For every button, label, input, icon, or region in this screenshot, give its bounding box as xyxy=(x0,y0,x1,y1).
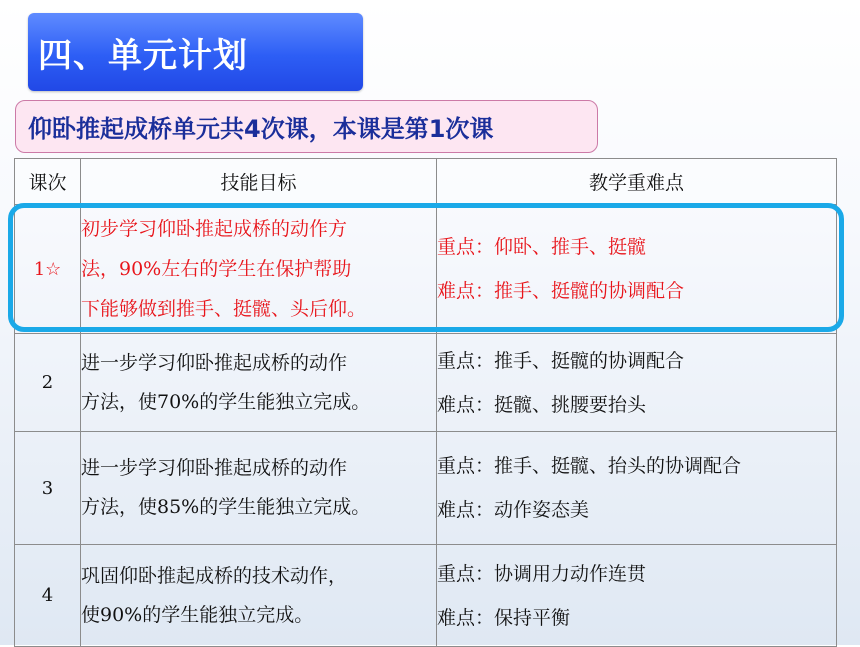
difficult-point-line: 难点：动作姿态美 xyxy=(437,499,590,521)
table-row xyxy=(15,545,837,647)
difficult-point-line: 难点：推手、挺髋的协调配合 xyxy=(437,280,685,302)
key-point-line: 重点：协调用力动作连贯 xyxy=(437,562,647,585)
header-key-points: 教学重难点 xyxy=(437,159,837,205)
lesson-number: 2 xyxy=(15,334,81,432)
lesson-number: 4 xyxy=(15,545,81,647)
key-points xyxy=(437,334,837,432)
unit-summary-banner: 仰卧推起成桥单元共4次课，本课是第1次课 xyxy=(15,100,598,153)
key-point-line: 重点：推手、挺髋、抬头的协调配合 xyxy=(437,455,742,477)
skill-goal xyxy=(81,432,437,545)
lesson-number: 3 xyxy=(15,432,81,545)
skill-goal xyxy=(81,545,437,647)
skill-goal xyxy=(81,205,437,334)
skill-goal-line: 使90%的学生能独立完成。 xyxy=(81,603,314,626)
unit-plan-table xyxy=(14,158,837,647)
section-title: 四、单元计划 xyxy=(28,13,363,91)
header-lesson-number: 课次 xyxy=(15,159,81,205)
lesson-number: 1☆ xyxy=(15,205,81,334)
table-header-row xyxy=(15,159,837,205)
table-row xyxy=(15,432,837,545)
table-row xyxy=(15,205,837,334)
skill-goal-line: 巩固仰卧推起成桥的技术动作， xyxy=(81,564,348,587)
skill-goal-line: 法，90%左右的学生在保护帮助 xyxy=(81,258,352,280)
difficult-point-line: 难点：挺髋、挑腰要抬头 xyxy=(437,393,647,416)
header-skill-goal: 技能目标 xyxy=(81,159,437,205)
difficult-point-line: 难点：保持平衡 xyxy=(437,606,571,629)
skill-goal xyxy=(81,334,437,432)
skill-goal-line: 进一步学习仰卧推起成桥的动作 xyxy=(81,457,348,479)
table-row xyxy=(15,334,837,432)
skill-goal-line: 方法，使70%的学生能独立完成。 xyxy=(81,390,371,413)
key-point-line: 重点：仰卧、推手、挺髋 xyxy=(437,236,647,258)
key-points xyxy=(437,545,837,647)
skill-goal-line: 方法，使85%的学生能独立完成。 xyxy=(81,496,371,518)
key-points xyxy=(437,205,837,334)
key-point-line: 重点：推手、挺髋的协调配合 xyxy=(437,349,685,372)
key-points xyxy=(437,432,837,545)
skill-goal-line: 进一步学习仰卧推起成桥的动作 xyxy=(81,351,348,374)
skill-goal-line: 初步学习仰卧推起成桥的动作方 xyxy=(81,218,348,240)
unit-plan-table-container xyxy=(14,158,836,647)
skill-goal-line: 下能够做到推手、挺髋、头后仰。 xyxy=(81,298,367,320)
